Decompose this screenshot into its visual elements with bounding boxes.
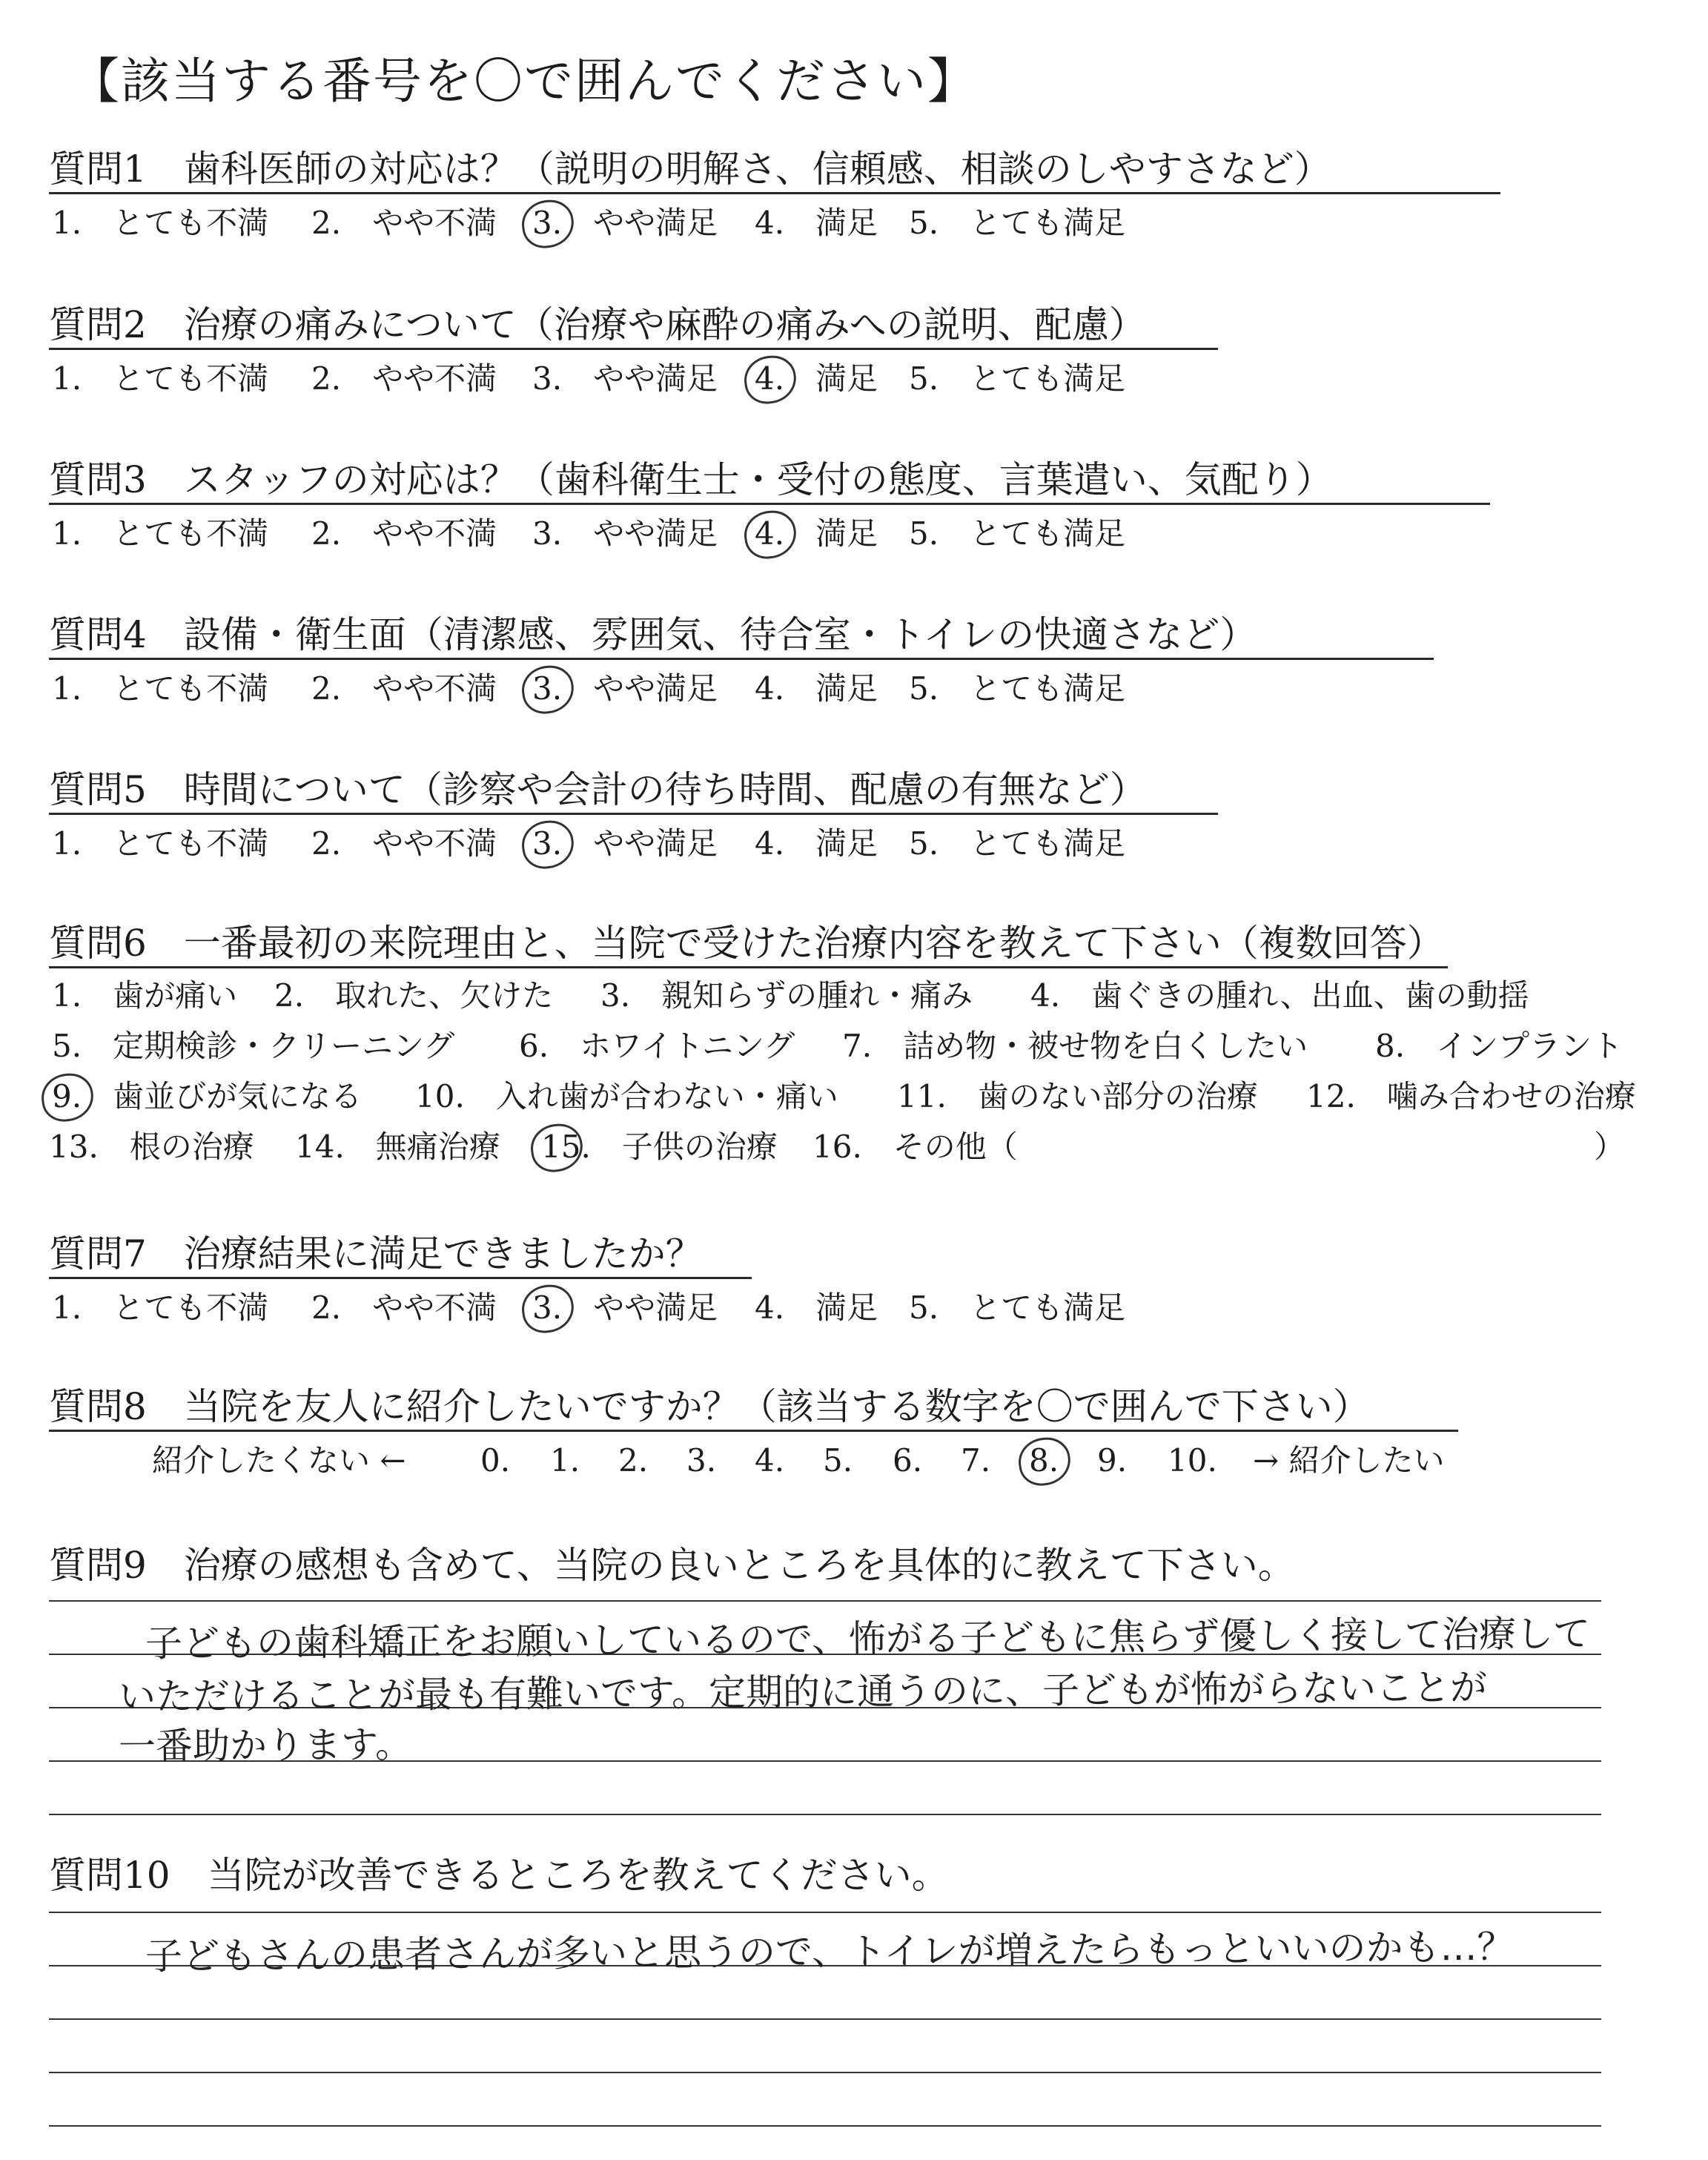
- q6-option-8[interactable]: 8. インプラント: [1375, 1028, 1623, 1064]
- answer-line: [49, 1912, 1601, 1913]
- q6-option-2[interactable]: 2. 取れた、欠けた: [274, 977, 554, 1014]
- question-1-label: 質問1 歯科医師の対応は？（説明の明解さ、信頼感、相談のしやすさなど）: [49, 148, 1331, 191]
- question-8-label: 質問8 当院を友人に紹介したいですか？（該当する数字を〇で囲んで下さい）: [49, 1385, 1370, 1428]
- q5-option-2[interactable]: 2. やや不満: [311, 825, 497, 862]
- q9-handwritten-answer-line-3: 一番助かります。: [118, 1723, 413, 1768]
- q6-option-7[interactable]: 7. 詰め物・被せ物を白くしたい: [842, 1028, 1308, 1064]
- question-8-underline: [49, 1430, 1458, 1432]
- question-3-underline: [49, 503, 1490, 505]
- question-3-label: 質問3 スタッフの対応は？（歯科衛生士・受付の態度、言葉遣い、気配り）: [49, 458, 1333, 501]
- question-5-label: 質問5 時間について（診察や会計の待ち時間、配慮の有無など）: [49, 768, 1147, 811]
- q8-option-9[interactable]: 9.: [1097, 1442, 1128, 1479]
- answer-line: [49, 2125, 1601, 2127]
- q6-option-14[interactable]: 14. 無痛治療: [295, 1129, 500, 1165]
- answer-line: [49, 1814, 1601, 1815]
- q8-left-label: 紹介したくない ←: [152, 1442, 406, 1479]
- q7-option-2[interactable]: 2. やや不満: [311, 1289, 497, 1326]
- q6-option-16[interactable]: 16. その他（: [812, 1129, 1018, 1165]
- question-5-underline: [49, 813, 1218, 815]
- q6-option-16-close: ）: [1594, 1129, 1626, 1165]
- q5-option-5[interactable]: 5. とても満足: [909, 825, 1126, 862]
- answer-line: [49, 1600, 1601, 1602]
- question-7-underline: [49, 1277, 752, 1279]
- q8-option-3[interactable]: 3.: [686, 1442, 717, 1479]
- q5-option-3-circled[interactable]: 3. やや満足: [532, 824, 718, 864]
- q4-option-3-circled[interactable]: 3. やや満足: [532, 669, 718, 709]
- q1-option-3-circled[interactable]: 3. やや満足: [532, 203, 718, 243]
- q2-option-2[interactable]: 2. やや不満: [311, 360, 497, 397]
- q8-option-4[interactable]: 4.: [755, 1442, 785, 1479]
- q3-option-4-circled[interactable]: 4. 満足: [755, 514, 878, 554]
- q9-handwritten-answer-line-2: いただけることが最も有難いです。定期的に通うのに、子どもが怖がらないことが: [118, 1665, 1488, 1719]
- q6-option-12[interactable]: 12. 噛み合わせの治療: [1306, 1078, 1636, 1114]
- q1-option-1[interactable]: 1. とても不満: [52, 205, 269, 241]
- q5-option-1[interactable]: 1. とても不満: [52, 825, 269, 862]
- q8-option-8-circled[interactable]: 8.: [1029, 1441, 1059, 1481]
- q7-option-3-circled[interactable]: 3. やや満足: [532, 1288, 718, 1328]
- question-4-underline: [49, 658, 1434, 660]
- answer-line: [49, 2018, 1601, 2020]
- q6-option-15-circled[interactable]: 15. 子供の治療: [541, 1127, 778, 1167]
- question-9-label: 質問9 治療の感想も含めて、当院の良いところを具体的に教えて下さい。: [49, 1544, 1295, 1587]
- question-10-label: 質問10 当院が改善できるところを教えてください。: [49, 1854, 949, 1897]
- question-2-underline: [49, 348, 1218, 350]
- q8-option-2[interactable]: 2.: [618, 1442, 649, 1479]
- q3-option-1[interactable]: 1. とても不満: [52, 515, 269, 552]
- q8-option-0[interactable]: 0.: [480, 1442, 511, 1479]
- question-2-label: 質問2 治療の痛みについて（治療や麻酔の痛みへの説明、配慮）: [49, 303, 1146, 346]
- page-title: 【該当する番号を〇で囲んでください】: [70, 53, 978, 110]
- q7-option-5[interactable]: 5. とても満足: [909, 1289, 1126, 1326]
- q1-option-5[interactable]: 5. とても満足: [909, 205, 1126, 241]
- q2-option-1[interactable]: 1. とても不満: [52, 360, 269, 397]
- q6-option-3[interactable]: 3. 親知らずの腫れ・痛み: [600, 977, 973, 1014]
- q8-option-10[interactable]: 10.: [1168, 1442, 1217, 1479]
- q2-option-4-circled[interactable]: 4. 満足: [755, 359, 878, 399]
- q6-option-5[interactable]: 5. 定期検診・クリーニング: [52, 1028, 455, 1064]
- question-7-label: 質問7 治療結果に満足できましたか？: [49, 1232, 703, 1275]
- q3-option-2[interactable]: 2. やや不満: [311, 515, 497, 552]
- q6-option-9-circled[interactable]: 9. 歯並びが気になる: [52, 1077, 362, 1117]
- q6-option-13[interactable]: 13. 根の治療: [49, 1129, 254, 1165]
- q2-option-5[interactable]: 5. とても満足: [909, 360, 1126, 397]
- q7-option-4[interactable]: 4. 満足: [755, 1289, 878, 1326]
- q6-option-4[interactable]: 4. 歯ぐきの腫れ、出血、歯の動揺: [1030, 977, 1529, 1014]
- q3-option-3[interactable]: 3. やや満足: [532, 515, 718, 552]
- q3-option-5[interactable]: 5. とても満足: [909, 515, 1126, 552]
- question-1-underline: [49, 192, 1500, 194]
- q6-option-10[interactable]: 10. 入れ歯が合わない・痛い: [415, 1078, 838, 1114]
- q9-handwritten-answer-line-1: 子どもの歯科矯正をお願いしているので、怖がる子どもに焦らず優しく接して治療して: [145, 1612, 1591, 1665]
- q1-option-2[interactable]: 2. やや不満: [311, 205, 497, 241]
- q8-option-7[interactable]: 7.: [961, 1442, 991, 1479]
- question-6-underline: [49, 966, 1448, 968]
- question-4-label: 質問4 設備・衛生面（清潔感、雰囲気、待合室・トイレの快適さなど）: [49, 613, 1257, 656]
- answer-line: [49, 2072, 1601, 2073]
- question-6-label: 質問6 一番最初の来院理由と、当院で受けた治療内容を教えて下さい（複数回答）: [49, 922, 1444, 965]
- q5-option-4[interactable]: 4. 満足: [755, 825, 878, 862]
- q8-option-6[interactable]: 6.: [893, 1442, 923, 1479]
- q2-option-3[interactable]: 3. やや満足: [532, 360, 718, 397]
- q4-option-5[interactable]: 5. とても満足: [909, 670, 1126, 707]
- q8-option-5[interactable]: 5.: [823, 1442, 853, 1479]
- q4-option-2[interactable]: 2. やや不満: [311, 670, 497, 707]
- q7-option-1[interactable]: 1. とても不満: [52, 1289, 269, 1326]
- q1-option-4[interactable]: 4. 満足: [755, 205, 878, 241]
- q10-handwritten-answer: 子どもさんの患者さんが多いと思うので、トイレが増えたらもっといいのかも…？: [145, 1925, 1515, 1978]
- q8-right-label: → 紹介したい: [1253, 1442, 1445, 1479]
- q6-option-1[interactable]: 1. 歯が痛い: [52, 977, 238, 1014]
- q6-option-11[interactable]: 11. 歯のない部分の治療: [897, 1078, 1258, 1114]
- q8-option-1[interactable]: 1.: [550, 1442, 580, 1479]
- q6-option-6[interactable]: 6. ホワイトニング: [519, 1028, 795, 1064]
- q4-option-1[interactable]: 1. とても不満: [52, 670, 269, 707]
- q4-option-4[interactable]: 4. 満足: [755, 670, 878, 707]
